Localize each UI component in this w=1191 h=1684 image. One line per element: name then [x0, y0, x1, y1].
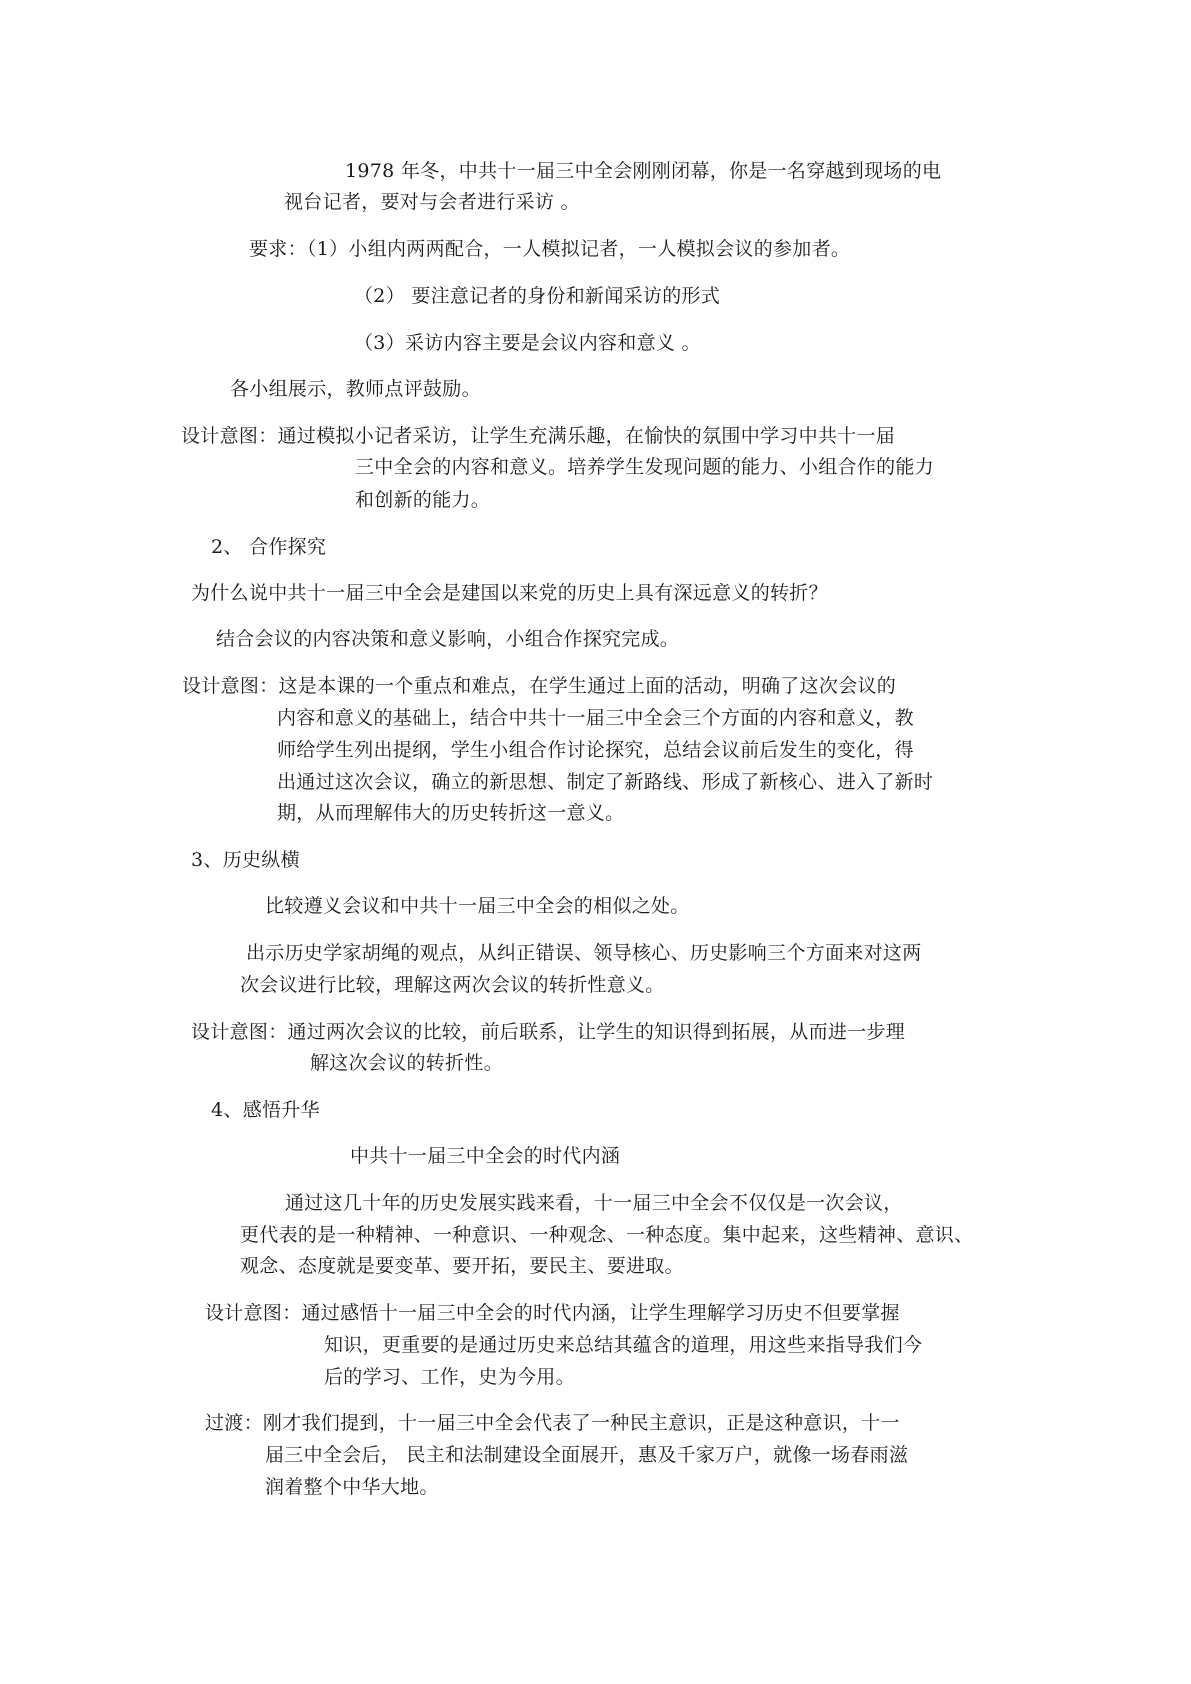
text-line: 设计意图：通过两次会议的比较，前后联系，让学生的知识得到拓展，从而进一步理	[191, 1021, 906, 1043]
text-line: 为什么说中共十一届三中全会是建国以来党的历史上具有深远意义的转折？	[191, 582, 828, 604]
text-line: 结合会议的内容决策和意义影响，小组合作探究完成。	[216, 628, 680, 650]
text-line: 内容和意义的基础上，结合中共十一届三中全会三个方面的内容和意义，教	[277, 707, 914, 729]
text-line: 更代表的是一种精神、一种意识、一种观念、一种态度。集中起来，这些精神、意识、	[240, 1224, 974, 1246]
section-heading: 3、历史纵横	[191, 849, 300, 871]
text-line: 观念、态度就是要变革、要开拓，要民主、要进取。	[240, 1255, 684, 1277]
text-line: 设计意图：通过模拟小记者采访，让学生充满乐趣，在愉快的氛围中学习中共十一届	[181, 425, 896, 447]
text-line: 解这次会议的转折性。	[310, 1052, 504, 1074]
text-line: 设计意图：这是本课的一个重点和难点，在学生通过上面的活动，明确了这次会议的	[182, 675, 897, 697]
text-line: 1978 年冬，中共十一届三中全会刚刚闭幕，你是一名穿越到现场的电	[345, 160, 942, 182]
section-heading: 4、感悟升华	[211, 1099, 320, 1121]
text-line: 知识，更重要的是通过历史来总结其蕴含的道理，用这些来指导我们今	[324, 1334, 923, 1356]
text-line: 期，从而理解伟大的历史转折这一意义。	[277, 802, 625, 824]
text-line: 三中全会的内容和意义。培养学生发现问题的能力、小组合作的能力	[355, 456, 935, 478]
text-line: 设计意图：通过感悟十一届三中全会的时代内涵，让学生理解学习历史不但要掌握	[205, 1302, 900, 1324]
text-line: 次会议进行比较，理解这两次会议的转折性意义。	[240, 974, 665, 996]
text-line: 视台记者，要对与会者进行采访 。	[284, 191, 580, 213]
subheading: 中共十一届三中全会的时代内涵	[350, 1145, 621, 1167]
text-line: 比较遵义会议和中共十一届三中全会的相似之处。	[265, 895, 690, 917]
text-line: 届三中全会后， 民主和法制建设全面展开，惠及千家万户，就像一场春雨滋	[265, 1444, 909, 1466]
text-line: 润着整个中华大地。	[265, 1476, 439, 1498]
text-line: 出通过这次会议，确立的新思想、制定了新路线、形成了新核心、进入了新时	[277, 771, 934, 793]
section-heading: 2、 合作探究	[211, 536, 327, 558]
text-line: 各小组展示，教师点评鼓励。	[230, 378, 481, 400]
text-line: 通过这几十年的历史发展实践来看，十一届三中全会不仅仅是一次会议，	[285, 1192, 903, 1214]
text-line: 师给学生列出提纲，学生小组合作讨论探究，总结会议前后发生的变化，得	[277, 739, 914, 761]
text-line: 出示历史学家胡绳的观点，从纠正错误、领导核心、历史影响三个方面来对这两	[246, 942, 922, 964]
text-line: 和创新的能力。	[355, 489, 491, 511]
text-line: （3）采访内容主要是会议内容和意义 。	[354, 332, 701, 354]
text-line: 后的学习、工作，史为今用。	[324, 1366, 575, 1388]
text-line: 要求：（1）小组内两两配合，一人模拟记者，一人模拟会议的参加者。	[249, 238, 851, 260]
text-line: 过渡：刚才我们提到，十一届三中全会代表了一种民主意识，正是这种意识，十一	[205, 1412, 900, 1434]
text-line: （2） 要注意记者的身份和新闻采访的形式	[354, 285, 721, 307]
